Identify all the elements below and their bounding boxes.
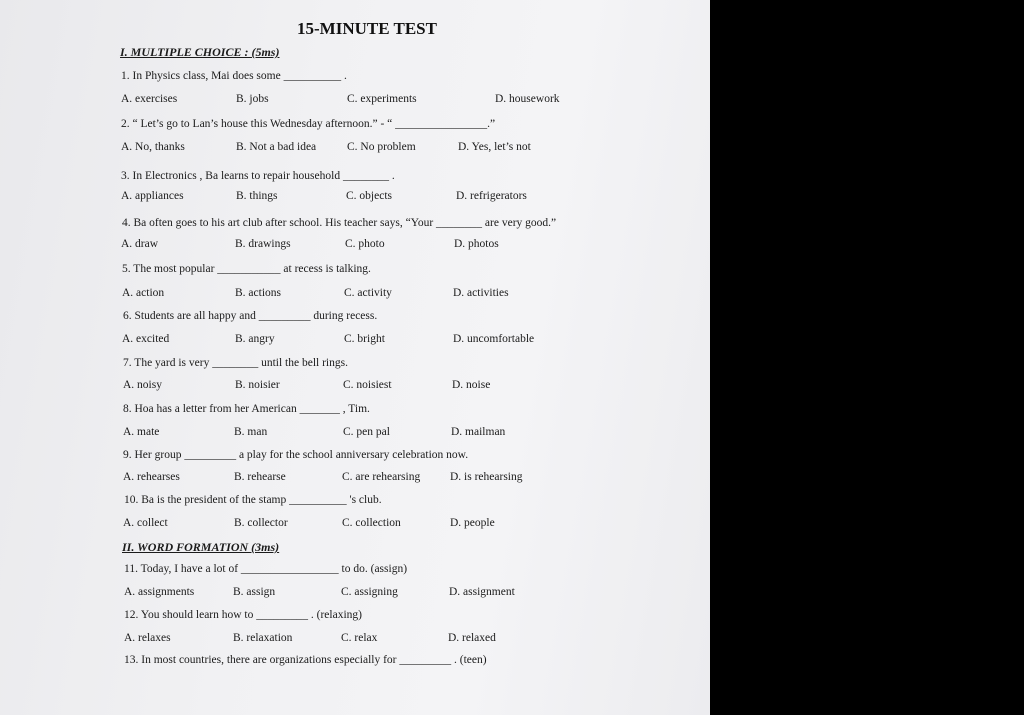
question-11: 11. Today, I have a lot of _________________ to do. (assign) — [124, 563, 408, 575]
question-3-option-d: D. refrigerators — [456, 190, 527, 202]
question-9-option-a: A. rehearses — [123, 471, 180, 483]
question-4-option-b: B. drawings — [235, 238, 291, 250]
question-13: 13. In most countries, there are organizations especially for _________ . (teen) — [124, 654, 487, 666]
question-6-option-d: D. uncomfortable — [453, 333, 535, 345]
question-3-option-c: C. objects — [346, 190, 392, 202]
question-6-option-c: C. bright — [344, 333, 385, 345]
question-1-option-d: D. housework — [495, 93, 560, 105]
question-1: 1. In Physics class, Mai does some __________ . — [121, 70, 347, 82]
page-title: 15-MINUTE TEST — [297, 19, 437, 38]
question-5-option-c: C. activity — [344, 287, 392, 299]
question-6: 6. Students are all happy and _________ during recess. — [123, 310, 378, 322]
section-heading-word-formation: II. WORD FORMATION (3ms) — [122, 540, 280, 554]
question-7-option-b: B. noisier — [235, 379, 280, 391]
question-5-option-a: A. action — [122, 287, 165, 299]
question-7-option-c: C. noisiest — [343, 379, 392, 391]
question-7: 7. The yard is very ________ until the bell rings. — [123, 357, 348, 369]
question-2: 2. “ Let’s go to Lan’s house this Wednesday afternoon.” - “ ________________.” — [121, 118, 496, 130]
question-4-option-d: D. photos — [454, 238, 499, 250]
question-7-option-d: D. noise — [452, 379, 491, 391]
question-11-option-c: C. assigning — [341, 586, 398, 598]
question-10-option-c: C. collection — [342, 517, 401, 529]
section-heading-multiple-choice: I. MULTIPLE CHOICE : (5ms) — [120, 45, 280, 59]
question-7-option-a: A. noisy — [123, 379, 162, 391]
question-5-option-b: B. actions — [235, 287, 281, 299]
question-1-option-a: A. exercises — [121, 93, 178, 105]
question-3: 3. In Electronics , Ba learns to repair household ________ . — [121, 170, 395, 182]
question-9-option-c: C. are rehearsing — [342, 471, 421, 483]
question-2-option-d: D. Yes, let’s not — [458, 141, 531, 153]
question-2-option-a: A. No, thanks — [121, 141, 185, 153]
question-4: 4. Ba often goes to his art club after school. His teacher says, “Your ________ are very good.” — [122, 217, 557, 229]
question-12: 12. You should learn how to _________ . (relaxing) — [124, 609, 362, 621]
question-10-option-b: B. collector — [234, 517, 288, 529]
question-8-option-c: C. pen pal — [343, 426, 390, 438]
question-2-option-c: C. No problem — [347, 141, 416, 153]
question-11-option-b: B. assign — [233, 586, 276, 598]
question-3-option-a: A. appliances — [121, 190, 184, 202]
question-8-option-a: A. mate — [123, 426, 160, 438]
question-8-option-b: B. man — [234, 426, 268, 438]
question-2-option-b: B. Not a bad idea — [236, 141, 317, 153]
question-1-option-b: B. jobs — [236, 93, 269, 105]
black-background — [710, 0, 1024, 715]
question-8-option-d: D. mailman — [451, 426, 506, 438]
question-6-option-a: A. excited — [122, 333, 170, 345]
question-5-option-d: D. activities — [453, 287, 509, 299]
question-6-option-b: B. angry — [235, 333, 275, 345]
question-12-option-b: B. relaxation — [233, 632, 293, 644]
question-1-option-c: C. experiments — [347, 93, 417, 105]
question-9: 9. Her group _________ a play for the school anniversary celebration now. — [123, 449, 469, 461]
question-3-option-b: B. things — [236, 190, 278, 202]
question-10-option-a: A. collect — [123, 517, 168, 529]
question-9-option-b: B. rehearse — [234, 471, 286, 483]
question-12-option-d: D. relaxed — [448, 632, 496, 644]
question-11-option-d: D. assignment — [449, 586, 515, 598]
question-4-option-a: A. draw — [121, 238, 159, 250]
question-8: 8. Hoa has a letter from her American _______ , Tim. — [123, 403, 370, 415]
question-9-option-d: D. is rehearsing — [450, 471, 523, 483]
question-4-option-c: C. photo — [345, 238, 385, 250]
question-10: 10. Ba is the president of the stamp __________ 's club. — [124, 494, 382, 506]
question-12-option-c: C. relax — [341, 632, 378, 644]
question-10-option-d: D. people — [450, 517, 495, 529]
question-11-option-a: A. assignments — [124, 586, 195, 598]
question-5: 5. The most popular ___________ at recess is talking. — [122, 263, 371, 275]
question-12-option-a: A. relaxes — [124, 632, 171, 644]
